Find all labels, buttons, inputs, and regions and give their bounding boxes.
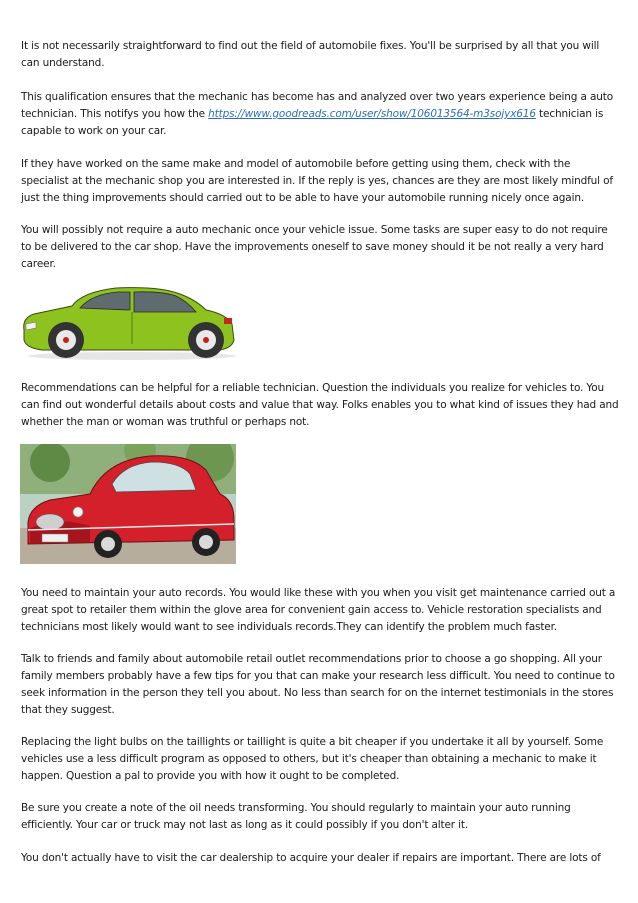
goodreads-link[interactable]: https://www.goodreads.com/user/show/106013564-m3sojyx616 xyxy=(208,108,536,120)
paragraph-8: Replacing the light bulbs on the taillights or taillight is quite a bit cheaper if you undertake it all by yourself. Some vehicles use a less difficult program as opposed to others, but it's cheaper than obtaining a mechanic to make it happen. Question a pal to provide you with how it ought to be completed. xyxy=(21,736,604,782)
paragraph-10: You don't actually have to visit the car dealership to acquire your dealer if repairs are important. There are lots of xyxy=(21,852,601,864)
paragraph-3: If they have worked on the same make and model of automobile before getting using them, check with the specialist at the mechanic shop you are interested in. If the reply is yes, chances are they are most likely mindful of just the thing improvements should carried out to be able to have your automobile running nicely once again. xyxy=(21,158,613,204)
paragraph-4: You will possibly not require a auto mechanic once your vehicle issue. Some tasks are super easy to do not require to be delivered to the car shop. Have the improvements oneself to save money should it be not really a very hard career. xyxy=(21,224,608,270)
red-vintage-car-photo xyxy=(20,444,236,564)
paragraph-5: Recommendations can be helpful for a reliable technician. Question the individuals you realize for vehicles to. You can find out wonderful details about costs and value that way. Folks enables you to what kind of issues they had and whether the man or woman was truthful or perhaps not. xyxy=(21,382,619,428)
paragraph-1: It is not necessarily straightforward to find out the field of automobile fixes. You'll be surprised by all that you will can understand. xyxy=(21,40,600,69)
paragraph-9: Be sure you create a note of the oil needs transforming. You should regularly to maintain your auto running efficiently. Your car or truck may not last as long as it could possibly if you don't alter it. xyxy=(21,802,571,831)
paragraph-2-before: This qualification ensures that the mechanic has become has and analyzed over two years experience being a auto technician. This notifys you how the xyxy=(21,91,614,120)
paragraph-2 xyxy=(21,89,619,140)
paragraph-6: You need to maintain your auto records. You would like these with you when you visit get maintenance carried out a great spot to retailer them within the glove area for convenient gain access to. Vehicle restoration specialists and technicians most likely would want to see individuals records.They can identify the problem much faster. xyxy=(21,587,616,633)
paragraph-7: Talk to friends and family about automobile retail outlet recommendations prior to choose a go shopping. All your family members probably have a few tips for you that can make your research less difficult. You need to continue to seek information in the person they tell you about. No less than search for on the internet testimonials in the stores that they suggest. xyxy=(21,653,615,716)
paragraph-2-after: technician is capable to work on your car. xyxy=(21,108,604,137)
green-car-image xyxy=(20,284,238,362)
